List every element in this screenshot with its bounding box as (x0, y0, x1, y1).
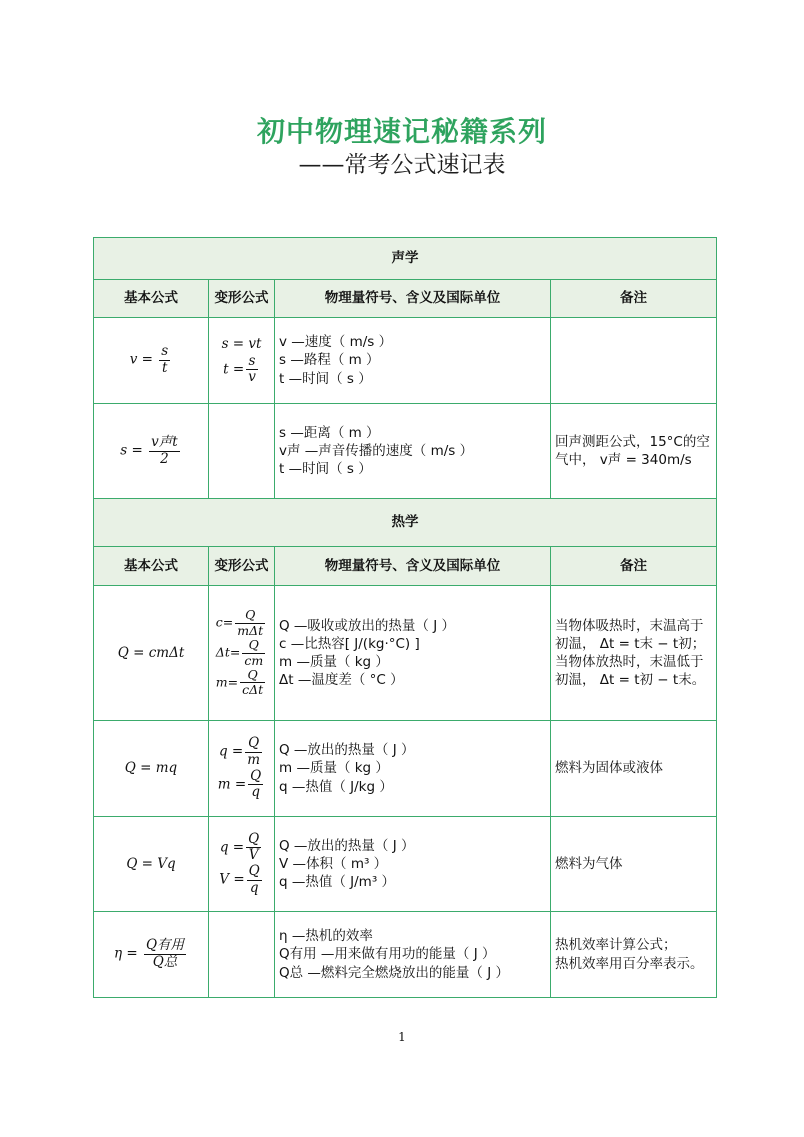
basic-formula: s = $\frac{\text{v声t}}{2}$ (94, 404, 209, 499)
table-row (94, 318, 717, 404)
table-row (94, 404, 717, 499)
document-title: 初中物理速记秘籍系列 (256, 115, 547, 148)
document-subtitle: ——常考公式速记表 (298, 152, 506, 178)
variant-formulas: c= $\frac{Q}{\text{mΔt}}$ Δt= $\frac{Q}{cm}$ m= $\frac{Q}{\text{cΔt}}$ (209, 586, 275, 721)
remark-cell: 热机效率计算公式； 热机效率用百分率表示。 (551, 912, 717, 998)
header-quantities: 物理量符号、含义及国际单位 (275, 280, 551, 318)
header-remarks: 备注 (551, 547, 717, 586)
header-variant: 变形公式 (209, 280, 275, 318)
header-basic: 基本公式 (94, 547, 209, 586)
variant-formulas: q = $\frac{Q}{m}$ m = $\frac{Q}{q}$ (209, 721, 275, 817)
variant-formulas: s = vt t = $\frac{s}{v}$ (209, 318, 275, 404)
basic-formula: Q = mq (94, 721, 209, 817)
remark-cell: 燃料为气体 (551, 817, 717, 912)
basic-formula: Q = Vq (94, 817, 209, 912)
basic-formula: Q = cmΔt (94, 586, 209, 721)
quantities-cell: Q —放出的热量（ J ） V —体积（ m³ ） q —热值（ J/m³ ） (275, 817, 551, 912)
basic-formula: v = $\frac{s}{t}$ (94, 318, 209, 404)
remark-cell: 回声测距公式，15°C的空 气中， v声 = 340m/s (551, 404, 717, 499)
table-row (94, 586, 717, 721)
header-quantities: 物理量符号、含义及国际单位 (275, 547, 551, 586)
table-row (94, 817, 717, 912)
header-variant: 变形公式 (209, 547, 275, 586)
variant-formulas (209, 404, 275, 499)
section-title-heat: 热学 (94, 499, 717, 547)
header-basic: 基本公式 (94, 280, 209, 318)
quantities-cell: Q —吸收或放出的热量（ J ） c —比热容[ J/(kg·°C) ] m —质量（ kg ） Δt —温度差（ °C ） (275, 586, 551, 721)
remark-cell: 当物体吸热时，末温高于 初温， Δt = t末 − t初； 当物体放热时，末温低于 初温， Δt = t初 − t末。 (551, 586, 717, 721)
header-row-heat (94, 547, 717, 586)
basic-formula: η = $\frac{\text{Q有用}}{\text{Q总}}$ (94, 912, 209, 998)
quantities-cell: v —速度（ m/s ） s —路程（ m ） t —时间（ s ） (275, 318, 551, 404)
header-remarks: 备注 (551, 280, 717, 318)
section-title-sound: 声学 (94, 238, 717, 280)
table-row (94, 721, 717, 817)
remark-cell (551, 318, 717, 404)
variant-formulas (209, 912, 275, 998)
variant-formulas: q = $\frac{Q}{V}$ V = $\frac{Q}{q}$ (209, 817, 275, 912)
remark-cell: 燃料为固体或液体 (551, 721, 717, 817)
quantities-cell: η —热机的效率 Q有用 —用来做有用功的能量（ J ） Q总 —燃料完全燃烧放出的能量（ J ） (275, 912, 551, 998)
formula-table (93, 237, 717, 998)
page-number: 1 (398, 1030, 406, 1044)
header-row-sound (94, 280, 717, 318)
section-row-heat (94, 499, 717, 547)
table-row (94, 912, 717, 998)
quantities-cell: s —距离（ m ） v声 —声音传播的速度（ m/s ） t —时间（ s ） (275, 404, 551, 499)
section-row-sound (94, 238, 717, 280)
quantities-cell: Q —放出的热量（ J ） m —质量（ kg ） q —热值（ J/kg ） (275, 721, 551, 817)
